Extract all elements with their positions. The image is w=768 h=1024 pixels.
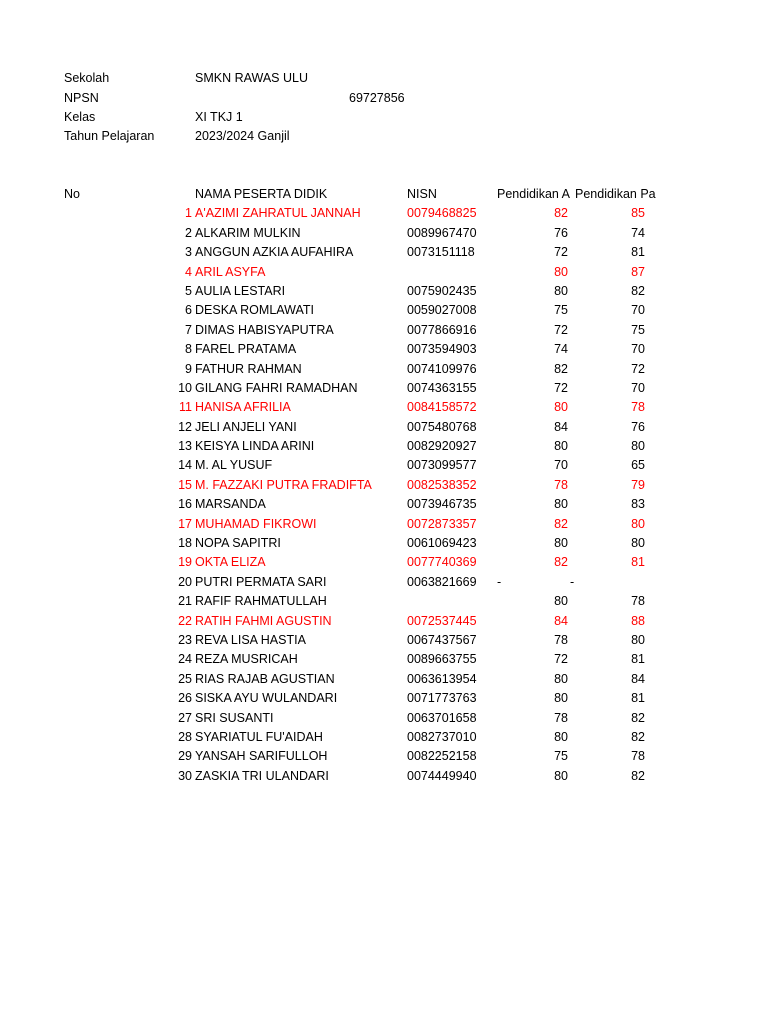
row-number: 17 [178,516,192,531]
student-nisn: 0072537445 [407,613,477,628]
student-nisn: 0073099577 [407,458,477,473]
student-name: MUHAMAD FIKROWI [195,516,317,531]
row-number: 11 [179,400,192,415]
table-row [0,301,768,320]
row-number: 27 [178,710,192,725]
row-number: 12 [178,419,192,434]
score-subject-a: 82 [554,516,568,531]
score-subject-b: 78 [631,594,645,609]
row-number: 29 [178,749,192,764]
table-body [0,204,768,786]
row-number: 3 [185,245,192,260]
student-name: SYARIATUL FU'AIDAH [195,729,323,744]
row-number: 5 [185,283,192,298]
score-subject-a: 75 [554,303,568,318]
kelas-label: Kelas [64,110,96,124]
student-nisn: 0063701658 [407,710,477,725]
student-name: MARSANDA [195,497,266,512]
student-nisn: 0082538352 [407,477,477,492]
row-number: 16 [178,497,192,512]
score-subject-a: 78 [554,632,568,647]
table-row [0,204,768,223]
table-row [0,321,768,340]
student-nisn: 0074109976 [407,361,477,376]
score-subject-a: 80 [554,691,568,706]
npsn-label: NPSN [64,91,99,105]
row-number: 24 [178,652,192,667]
table-row [0,689,768,708]
row-number: 22 [178,613,192,628]
score-subject-a: 80 [554,671,568,686]
score-subject-b: 79 [631,477,645,492]
row-number: 26 [178,691,192,706]
score-subject-b: 82 [631,768,645,783]
score-subject-b: - [570,574,575,589]
score-subject-b: 82 [631,729,645,744]
student-name: GILANG FAHRI RAMADHAN [195,380,358,395]
table-row [0,418,768,437]
student-name: RATIH FAHMI AGUSTIN [195,613,332,628]
row-number: 13 [178,439,192,454]
score-subject-b: 75 [631,322,645,337]
student-name: DIMAS HABISYAPUTRA [195,322,334,337]
student-name: ANGGUN AZKIA AUFAHIRA [195,245,354,260]
table-row [0,670,768,689]
score-subject-a: 84 [554,613,568,628]
score-subject-b: 65 [631,458,645,473]
row-number: 2 [185,225,192,240]
score-subject-b: 83 [631,497,645,512]
student-name: REZA MUSRICAH [195,652,298,667]
table-row [0,243,768,262]
student-nisn: 0071773763 [407,691,477,706]
score-subject-b: 78 [631,749,645,764]
header-subject-a: Pendidikan A [497,187,570,201]
score-subject-a: 78 [554,710,568,725]
score-subject-b: 80 [631,439,645,454]
student-nisn: 0082252158 [407,749,477,764]
score-subject-b: 84 [631,671,645,686]
student-nisn: 0077866916 [407,322,477,337]
score-subject-a: 80 [554,594,568,609]
student-name: HANISA AFRILIA [195,400,291,415]
student-name: FATHUR RAHMAN [195,361,302,376]
table-row [0,515,768,534]
score-subject-b: 81 [631,652,645,667]
table-row [0,767,768,786]
header-name: NAMA PESERTA DIDIK [195,187,328,201]
student-nisn: 0082920927 [407,439,477,454]
row-number: 4 [185,264,192,279]
score-subject-a: 80 [554,536,568,551]
header-nisn: NISN [407,187,437,201]
score-subject-b: 80 [631,632,645,647]
student-name: JELI ANJELI YANI [195,419,297,434]
student-name: SISKA AYU WULANDARI [195,691,338,706]
student-name: ALKARIM MULKIN [195,225,301,240]
student-nisn: 0075480768 [407,419,477,434]
student-nisn: 0063613954 [407,671,477,686]
score-subject-a: 82 [554,361,568,376]
row-number: 10 [178,380,192,395]
score-subject-a: 76 [554,225,568,240]
score-subject-b: 87 [631,264,645,279]
student-name: FAREL PRATAMA [195,342,297,357]
table-header-row [0,185,768,204]
score-subject-a: 72 [554,652,568,667]
student-nisn: 0061069423 [407,536,477,551]
sekolah-value: SMKN RAWAS ULU [195,71,308,85]
row-number: 14 [178,458,192,473]
table-row [0,340,768,359]
score-subject-b: 81 [631,555,645,570]
row-number: 7 [185,322,192,337]
score-subject-a: 80 [554,729,568,744]
row-number: 1 [185,206,192,221]
student-nisn: 0089663755 [407,652,477,667]
student-name: A'AZIMI ZAHRATUL JANNAH [195,206,361,221]
score-subject-a: 72 [554,245,568,260]
score-subject-b: 74 [631,225,645,240]
row-number: 20 [178,574,192,589]
student-nisn: 0082737010 [407,729,477,744]
table-row [0,476,768,495]
table-row [0,456,768,475]
student-nisn: 0074449940 [407,768,477,783]
student-name: PUTRI PERMATA SARI [195,574,327,589]
score-subject-a: 82 [554,206,568,221]
table-row [0,398,768,417]
score-subject-b: 76 [631,419,645,434]
score-subject-b: 81 [631,691,645,706]
tahun-pelajaran-value: 2023/2024 Ganjil [195,129,290,143]
student-name: YANSAH SARIFULLOH [195,749,328,764]
student-name: DESKA ROMLAWATI [195,303,315,318]
score-subject-a: 70 [554,458,568,473]
score-subject-b: 80 [631,516,645,531]
npsn-value: 69727856 [349,91,405,105]
table-row [0,650,768,669]
score-subject-b: 70 [631,342,645,357]
student-nisn: 0084158572 [407,400,477,415]
row-number: 25 [178,671,192,686]
score-subject-b: 78 [631,400,645,415]
student-nisn: 0059027008 [407,303,477,318]
table-row [0,592,768,611]
row-number: 30 [178,768,192,783]
table-row [0,360,768,379]
score-subject-a: 80 [554,400,568,415]
table-row [0,709,768,728]
row-number: 28 [178,729,192,744]
score-subject-b: 82 [631,283,645,298]
student-nisn: 0077740369 [407,555,477,570]
student-nisn: 0063821669 [407,574,477,589]
table-row [0,612,768,631]
score-subject-b: 85 [631,206,645,221]
row-number: 21 [178,594,192,609]
table-row [0,495,768,514]
row-number: 9 [185,361,192,376]
score-subject-b: 80 [631,536,645,551]
row-number: 6 [185,303,192,318]
student-nisn: 0089967470 [407,225,477,240]
score-subject-a: 80 [554,283,568,298]
score-subject-a: 84 [554,419,568,434]
student-name: M. AL YUSUF [195,458,273,473]
score-subject-a: 78 [554,477,568,492]
student-name: ARIL ASYFA [195,264,266,279]
score-subject-b: 82 [631,710,645,725]
table-row [0,379,768,398]
student-name: RAFIF RAHMATULLAH [195,594,327,609]
table-row [0,224,768,243]
student-name: RIAS RAJAB AGUSTIAN [195,671,335,686]
student-name: REVA LISA HASTIA [195,632,306,647]
student-nisn: 0073594903 [407,342,477,357]
student-name: KEISYA LINDA ARINI [195,439,315,454]
row-number: 8 [185,342,192,357]
score-subject-a: 82 [554,555,568,570]
table-row [0,573,768,592]
table-row [0,553,768,572]
score-subject-a: 80 [554,439,568,454]
student-name: M. FAZZAKI PUTRA FRADIFTA [195,477,372,492]
score-subject-a: - [497,574,502,589]
student-nisn: 0075902435 [407,283,477,298]
student-table [0,185,768,786]
kelas-value: XI TKJ 1 [195,110,243,124]
header-subject-b: Pendidikan Pa [575,187,656,201]
table-row [0,263,768,282]
student-nisn: 0074363155 [407,380,477,395]
score-subject-a: 72 [554,322,568,337]
score-subject-b: 88 [631,613,645,628]
row-number: 19 [178,555,192,570]
row-number: 18 [178,536,192,551]
student-name: ZASKIA TRI ULANDARI [195,768,329,783]
student-nisn: 0073151118 [407,245,475,260]
table-row [0,631,768,650]
table-row [0,747,768,766]
table-row [0,437,768,456]
row-number: 15 [178,477,192,492]
student-name: AULIA LESTARI [195,283,286,298]
student-nisn: 0072873357 [407,516,477,531]
score-subject-a: 80 [554,264,568,279]
score-subject-a: 74 [554,342,568,357]
score-subject-b: 70 [631,303,645,318]
score-subject-a: 75 [554,749,568,764]
score-subject-a: 72 [554,380,568,395]
table-row [0,282,768,301]
score-subject-b: 72 [631,361,645,376]
sekolah-label: Sekolah [64,71,110,85]
score-subject-a: 80 [554,497,568,512]
student-name: SRI SUSANTI [195,710,274,725]
score-subject-a: 80 [554,768,568,783]
student-name: NOPA SAPITRI [195,536,281,551]
score-subject-b: 70 [631,380,645,395]
row-number: 23 [178,632,192,647]
table-row [0,728,768,747]
score-subject-b: 81 [631,245,645,260]
student-nisn: 0073946735 [407,497,477,512]
tahun-pelajaran-label: Tahun Pelajaran [64,129,155,143]
student-name: OKTA ELIZA [195,555,266,570]
student-nisn: 0079468825 [407,206,477,221]
table-row [0,534,768,553]
header-no: No [64,187,80,201]
student-nisn: 0067437567 [407,632,477,647]
